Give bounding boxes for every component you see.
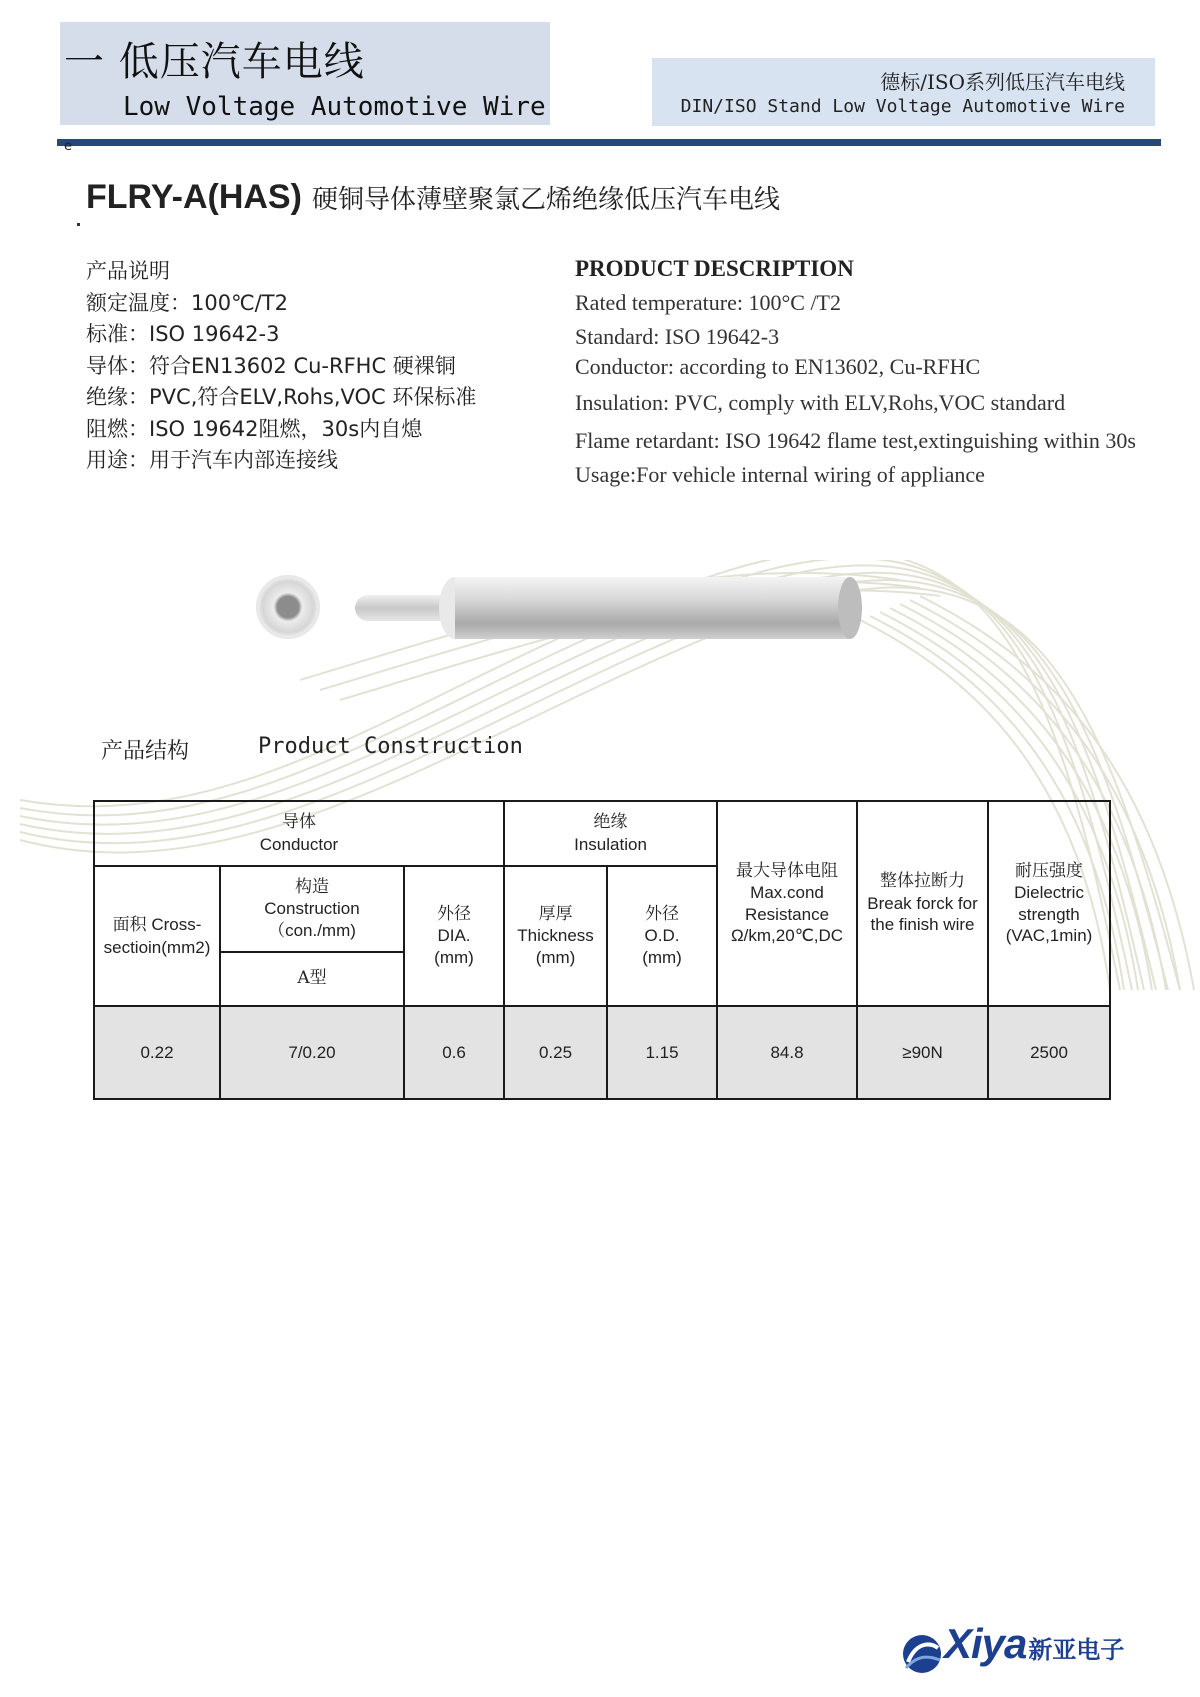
cell-area: 0.22: [94, 1006, 220, 1099]
header-dielectric-strength: 耐压强度 Dielectric strength (VAC,1min): [988, 801, 1110, 1006]
description-cn-line: 额定温度：100℃/T2: [86, 290, 288, 315]
header-outer-diameter: 外径 O.D. (mm): [607, 866, 717, 1006]
header-title-en: Low Voltage Automotive Wire: [123, 92, 546, 122]
product-code: FLRY-A(HAS): [86, 178, 302, 216]
description-en-line: Rated temperature: 100°C /T2: [575, 290, 841, 315]
header-thickness: 厚厚 Thickness (mm): [504, 866, 607, 1006]
cell-construction: 7/0.20: [220, 1006, 404, 1099]
description-en-line: Usage:For vehicle internal wiring of appliance: [575, 462, 985, 487]
description-en-line: Insulation: PVC, comply with ELV,Rohs,VOC standard: [575, 390, 1066, 415]
description-cn: [86, 256, 476, 477]
description-en-heading: PRODUCT DESCRIPTION: [575, 256, 854, 281]
header-mark: e: [64, 139, 72, 154]
logo-text-en: Xiya: [944, 1620, 1027, 1667]
logo-swirl-icon: [900, 1632, 944, 1676]
header-title-cn: 一 低压汽车电线: [64, 39, 365, 85]
description-cn-line: 阻燃：ISO 19642阻燃，30s内自熄: [86, 416, 423, 441]
wire-side-view: [355, 577, 862, 639]
description-cn-line: 标准：ISO 19642-3: [86, 322, 280, 346]
cell-dielectric: 2500: [988, 1006, 1110, 1099]
description-en-line: Standard: ISO 19642-3: [575, 324, 780, 349]
wire-cross-section: [256, 575, 320, 639]
header-construction: 构造 Construction （con./mm): [220, 866, 404, 952]
header-series-cn: 德标/ISO系列低压汽车电线: [880, 70, 1125, 94]
cell-od: 1.15: [607, 1006, 717, 1099]
description-cn-line: 导体：符合EN13602 Cu-RFHC 硬裸铜: [86, 353, 456, 378]
header-divider: [57, 139, 1161, 146]
cell-break-force: ≥90N: [857, 1006, 988, 1099]
description-cn-line: 绝缘：PVC,符合ELV,Rohs,VOC 环保标准: [86, 385, 477, 409]
logo-text-cn: 新亚电子: [1028, 1636, 1125, 1664]
description-cn-heading: 产品说明: [86, 259, 170, 283]
product-name-cn: 硬铜导体薄壁聚氯乙烯绝缘低压汽车电线: [311, 185, 780, 215]
header-conductor: 导体 Conductor: [94, 801, 504, 866]
header-break-force: 整体拉断力 Break forck for the finish wire: [857, 801, 988, 1006]
header-insulation: 绝缘 Insulation: [504, 801, 717, 866]
header-series-en: DIN/ISO Stand Low Voltage Automotive Wire: [680, 96, 1125, 117]
description-en-line: Conductor: according to EN13602, Cu-RFHC: [575, 354, 981, 379]
table-header-row: [94, 801, 1110, 866]
header-type-a: A型: [220, 952, 404, 1006]
company-logo: [900, 1620, 1124, 1676]
cell-resistance: 84.8: [717, 1006, 857, 1099]
cell-dia: 0.6: [404, 1006, 504, 1099]
description-en-line: Flame retardant: ISO 19642 flame test,extinguishing within 30s: [575, 428, 1136, 453]
spec-table: [93, 800, 1111, 1100]
bullet-dot: [77, 223, 80, 226]
header-conductor-dia: 外径 DIA. (mm): [404, 866, 504, 1006]
header-max-resistance: 最大导体电阻 Max.cond Resistance Ω/km,20℃,DC: [717, 801, 857, 1006]
product-title: [86, 178, 780, 217]
section-title-cn: 产品结构: [101, 739, 190, 764]
header-area: 面积 Cross-sectioin(mm2): [94, 866, 220, 1006]
table-row: [94, 1006, 1110, 1099]
section-title-en: Product Construction: [258, 734, 523, 759]
description-cn-line: 用途：用于汽车内部连接线: [86, 448, 338, 472]
cell-thickness: 0.25: [504, 1006, 607, 1099]
